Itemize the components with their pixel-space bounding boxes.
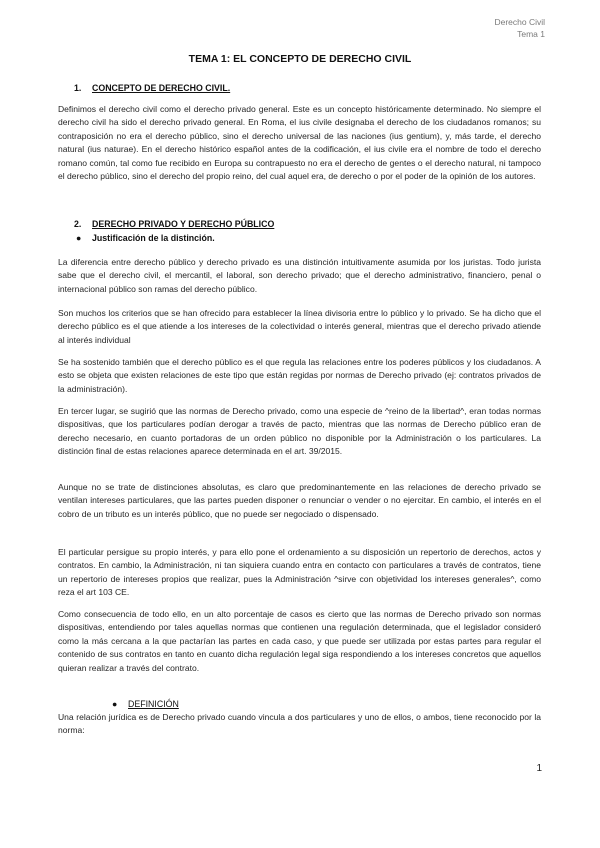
paragraph-definition: Una relación jurídica es de Derecho privado cuando vincula a dos particulares y uno de ellos, o ambos, tiene reconocido por la norma: <box>58 712 541 736</box>
paragraph-consequence: Como consecuencia de todo ello, en un alto porcentaje de casos es cierto que las normas de Derecho privado son normas dispositivas, entendiendo por tales aquellas normas que contienen una regulación determinada, que el legislador consideró como la más cercana a la que pactarían las partes en cada caso, y que puede ser utilizada por estas partes para regular el contenido de sus contratos en tanto en cuanto dicha regulación legal siga respondiendo a los intereses concretos que aquellos quieran realizar a través del contrato. <box>58 609 541 673</box>
header-topic: Tema 1 <box>517 29 545 39</box>
paragraph-distinction: La diferencia entre derecho público y derecho privado es una distinción intuitivamente asumida por los juristas. Todo jurista sabe que el derecho civil, el mercantil, el laboral, son derecho privado; que el derecho administrativo, financiero, penal o internacional público son ramas del derecho público. <box>58 257 541 294</box>
section-1-title: CONCEPTO DE DERECHO CIVIL. <box>92 83 231 93</box>
header-subject: Derecho Civil <box>494 17 545 27</box>
bullet-icon: ● <box>112 699 118 709</box>
paragraph-criteria: Son muchos los criterios que se han ofrecido para establecer la línea divisoria entre lo público y lo privado. Se ha dicho que el derecho público es el que atiende a los intereses de la colectividad o interés general, mientras que el derecho privado atiende al interés individual <box>58 308 541 345</box>
justification-heading: Justificación de la distinción. <box>92 233 215 243</box>
section-1-number: 1. <box>74 83 82 93</box>
paragraph-relations: Se ha sostenido también que el derecho público es el que regula las relaciones entre los poderes públicos y los ciudadanos. A esto se objeta que existen relaciones de este tipo que están regidas por normas de Derecho privado (ej: contratos privados de la administración). <box>58 357 541 394</box>
section-2-heading <box>74 219 274 229</box>
section-1-heading <box>74 83 230 93</box>
definition-bullet <box>112 699 179 709</box>
section-2-title: DERECHO PRIVADO Y DERECHO PÚBLICO <box>92 219 275 229</box>
page-number: 1 <box>536 763 542 774</box>
paragraph-third-criterion: En tercer lugar, se sugirió que las normas de Derecho privado, como una especie de ^reino de la libertad^, eran todas normas dispositivas, que los particulares podían derogar a través de pacto, mientras que las normas de Derecho público eran de derecho necesario, en cuanto portadoras de un orden público no disponible por la Administración o los particulares. La distinción final de estas relaciones aparece determinada en el art. 39/2015. <box>58 406 541 457</box>
section-1-paragraph: Definimos el derecho civil como el derecho privado general. Este es un concepto históricamente determinado. No siempre el derecho civil ha sido el derecho privado general. En Roma, el ius civile designaba el derecho de los ciudadanos romanos; su contraposición no era el derecho público, sino el derecho universal de las naciones (ius gentium), y, más tarde, el derecho natural (ius naturae). En el derecho histórico español antes de la codificación, el ius civile era el nombre de todo el derecho romano común, tal como fue recibido en Europa su contrapuesto no era el derecho de gentes o el derecho natural, ni tampoco el derecho público, sino el derecho del propio reino, del cual aquel era, de derecho o por el poder de la opinión de los autores. <box>58 104 541 182</box>
justification-bullet <box>76 233 215 243</box>
bullet-icon: ● <box>76 233 82 243</box>
page-header <box>494 16 545 40</box>
paragraph-particular: El particular persigue su propio interés, y para ello pone el ordenamiento a su disposición un repertorio de derechos, actos y contratos. En cambio, la Administración, ni tan siquiera cuando entra en contacto con particulares a través de contratos, tiene un repertorio de intereses propios que realizar, pues la Administración ^sirve con objetividad los intereses generales^, como reza el art 103 CE. <box>58 547 541 598</box>
paragraph-interests: Aunque no se trate de distinciones absolutas, es claro que predominantemente en las relaciones de derecho privado se ventilan intereses particulares, que las partes pueden disponer o renunciar o vender o no ejercitar. En cambio, el interés en el cobro de un tributo es un interés público, que no puede ser negociado o dispensado. <box>58 482 541 519</box>
document-title: TEMA 1: EL CONCEPTO DE DERECHO CIVIL <box>188 53 412 65</box>
section-2-number: 2. <box>74 219 82 229</box>
definition-heading: DEFINICIÓN <box>128 699 179 709</box>
